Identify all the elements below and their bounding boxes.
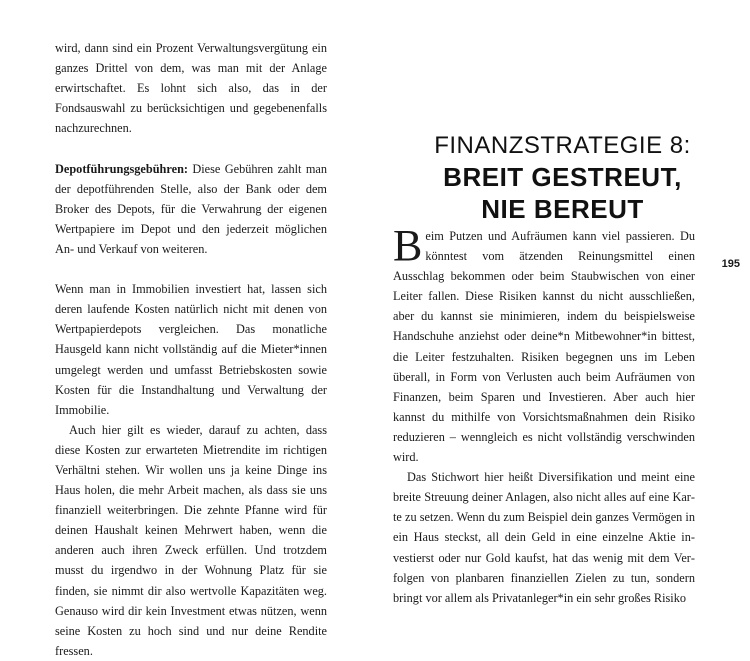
paragraph-diversification: Das Stichwort hier heißt Diversifikation und meint eine breite Streuung deiner Anlagen, also nicht alles auf eine Karte zu setzen. Wenn du zum Beispiel dein ganzes Vermögen in ein Haus steckst, all dein Geld in eine einzelne Aktie investierst oder nur Gold kaufst, hat das wenig mit dem Verfolgen von planbaren finanziellen Zielen zu tun, sondern bringt vor allem als Privatanleger*in ein sehr großes Risiko — [393, 470, 695, 605]
page-number: 195 — [721, 258, 740, 270]
chapter-label: FINANZSTRATEGIE 8: — [434, 132, 691, 159]
risks-text: eim Putzen und Aufräumen kann viel passieren. Du könntest vom ätzenden Reinungsmittel einen Ausschlag bekommen oder beim Staubwischen von einer Leiter fallen. Diese Risiken kannst du nicht ausschließen, aber du kannst sie minimieren, indem du beispielsweise Handschuhe anziehst oder deine*n Mitbewohner*in bittest, die Leiter festzuhalten. Risiken begegnen uns im Leben überall, in Form von Verlusten auch beim Aufräumen von Finanzen, beim Sparen und Investieren. Aber auch hier kannst du mithilfe von Vorsichtsmaßnahmen dein Risiko reduzieren – wenngleich es nicht vollständig verschwinden wird. — [393, 229, 695, 465]
right-page — [375, 0, 750, 605]
depot-fees-text: Diese Gebühren zahlt man der depotführenden Stelle, also der Bank oder dem Broker des Depots, für die Verwahrung der eigenen Wertpapiere im Depot und den jederzeit möglichen An- und Verkauf von weiteren. — [55, 161, 327, 256]
chapter-title-line-2: NIE BEREUT — [481, 194, 644, 224]
paragraph-gap — [55, 259, 327, 279]
term-depot-fees: Depotführungsgebühren: — [55, 161, 189, 176]
paragraph-costs-ratio: Auch hier gilt es wieder, darauf zu achten, dass diese Kosten zur erwarteten Mietrendite im richtigen Verhältni stehen. Wir wollen uns ja keine Dinge ins Haus holen, die mehr Arbeit machen, als dass sie uns finanziell weiterbringen. Die zehnte Pfanne wird für deinen Haushalt keinen Mehrwert haben, wenn die anderen auch ihren Zweck erfüllen. Und trotzdem musst du irgendwo in der Wohnung Platz für sie finden, sie nimmt dir also wertvolle Kapazitäten weg. Genauso wird dir kein Investment etwas nützen, wenn seine Kosten zu hoch sind und nur deine Rendite fressen. — [55, 422, 327, 658]
paragraph-risks — [393, 221, 695, 467]
right-text-column — [393, 221, 695, 608]
paragraph-real-estate: Wenn man in Immobilien investiert hat, lassen sich deren laufende Kosten natürlich nicht mit denen von Wertpapierdepots vergleichen. Das monatliche Hausgeld kann nicht vollständig auf die Mieter*innen umgelegt werden und umfasst Betriebskosten sowie Kosten für die Instandhaltung und Verwaltung der Immobilie. — [55, 282, 327, 417]
chapter-title-line-1: BREIT GESTREUT, — [443, 162, 682, 192]
chapter-heading — [375, 131, 750, 225]
drop-cap: B — [393, 221, 423, 270]
left-text-column — [55, 38, 327, 661]
paragraph-gap — [55, 138, 327, 158]
paragraph-depot-fees — [55, 159, 327, 259]
paragraph-fund-fees: wird, dann sind ein Prozent Verwaltungsvergütung ein ganzes Drittel von dem, was man mit der Anlage erwirtschaftet. Es lohnt sich also, das in der Fondsauswahl zu berücksichtigen und gegebenenfalls nachzurechnen. — [55, 41, 327, 136]
left-page — [0, 0, 375, 658]
